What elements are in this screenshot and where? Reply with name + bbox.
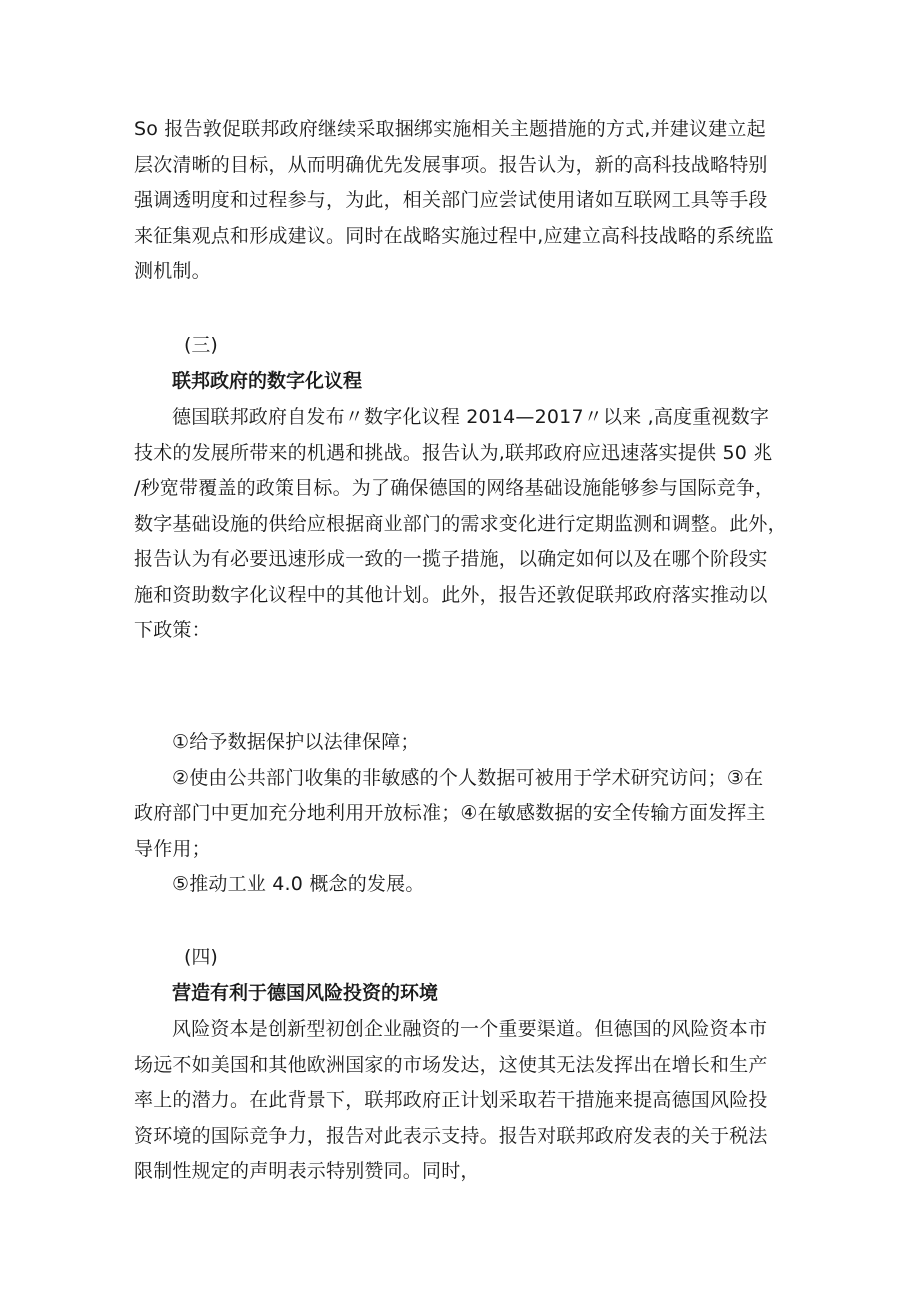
section-3-line: 技术的发展所带来的机遇和挑战。报告认为,联邦政府应迅速落实提供 50 兆 bbox=[134, 441, 773, 464]
policy-item-5: ⑤推动工业 4.0 概念的发展。 bbox=[172, 873, 425, 895]
policy-list bbox=[134, 725, 804, 903]
section-4-line: 率上的潜力。在此背景下，联邦政府正计划采取若干措施来提高德国风险投 bbox=[134, 1089, 768, 1111]
section-3-line: 报告认为有必要迅速形成一致的一揽子措施，以确定如何以及在哪个阶段实 bbox=[134, 548, 768, 570]
intro-line: 测机制。 bbox=[134, 260, 211, 282]
policy-item-1: ①给予数据保护以法律保障； bbox=[172, 731, 420, 753]
section-4-line: 风险资本是创新型初创企业融资的一个重要渠道。但德国的风险资本市 bbox=[172, 1018, 768, 1040]
intro-line: So 报告敦促联邦政府继续采取捆绑实施相关主题措施的方式,并建议建立起 bbox=[134, 118, 766, 140]
section-4-title: 营造有利于德国风险投资的环境 bbox=[172, 982, 439, 1004]
section-4-body bbox=[134, 1012, 804, 1190]
intro-paragraph bbox=[134, 112, 804, 290]
section-4-line: 限制性规定的声明表示特别赞同。同时， bbox=[134, 1160, 480, 1182]
section-3-line: 施和资助数字化议程中的其他计划。此外，报告还敦促联邦政府落实推动以 bbox=[134, 583, 768, 606]
policy-item-2-cont: 政府部门中更加充分地利用开放标准；④在敏感数据的安全传输方面发挥主 bbox=[134, 802, 766, 824]
intro-line: 层次清晰的目标，从而明确优先发展事项。报告认为，新的高科技战略特别 bbox=[134, 153, 768, 176]
policy-item-2-cont: 导作用； bbox=[134, 837, 211, 860]
policy-item-2: ②使由公共部门收集的非敏感的个人数据可被用于学术研究访问；③在 bbox=[172, 766, 764, 789]
section-3-body bbox=[134, 400, 804, 649]
section-4-number: (四) bbox=[184, 946, 218, 968]
section-3-line: 下政策： bbox=[134, 619, 211, 641]
intro-line: 强调透明度和过程参与，为此，相关部门应尝试使用诸如互联网工具等手段 bbox=[134, 189, 768, 211]
section-4-line: 场远不如美国和其他欧洲国家的市场发达，这使其无法发挥出在增长和生产 bbox=[134, 1053, 768, 1076]
section-3-title: 联邦政府的数字化议程 bbox=[172, 370, 363, 392]
section-3-line: 数字基础设施的供给应根据商业部门的需求变化进行定期监测和调整。此外， bbox=[134, 512, 787, 535]
section-3-line: 德国联邦政府自发布〃数字化议程 2014—2017〃以来 ,高度重视数字 bbox=[172, 406, 770, 428]
intro-line: 来征集观点和形成建议。同时在战略实施过程中,应建立高科技战略的系统监 bbox=[134, 224, 774, 247]
section-3-number: (三) bbox=[184, 334, 218, 356]
section-4-line: 资环境的国际竞争力，报告对此表示支持。报告对联邦政府发表的关于税法 bbox=[134, 1124, 768, 1147]
section-3-line: /秒宽带覆盖的政策目标。为了确保德国的网络基础设施能够参与国际竞争， bbox=[134, 477, 775, 499]
